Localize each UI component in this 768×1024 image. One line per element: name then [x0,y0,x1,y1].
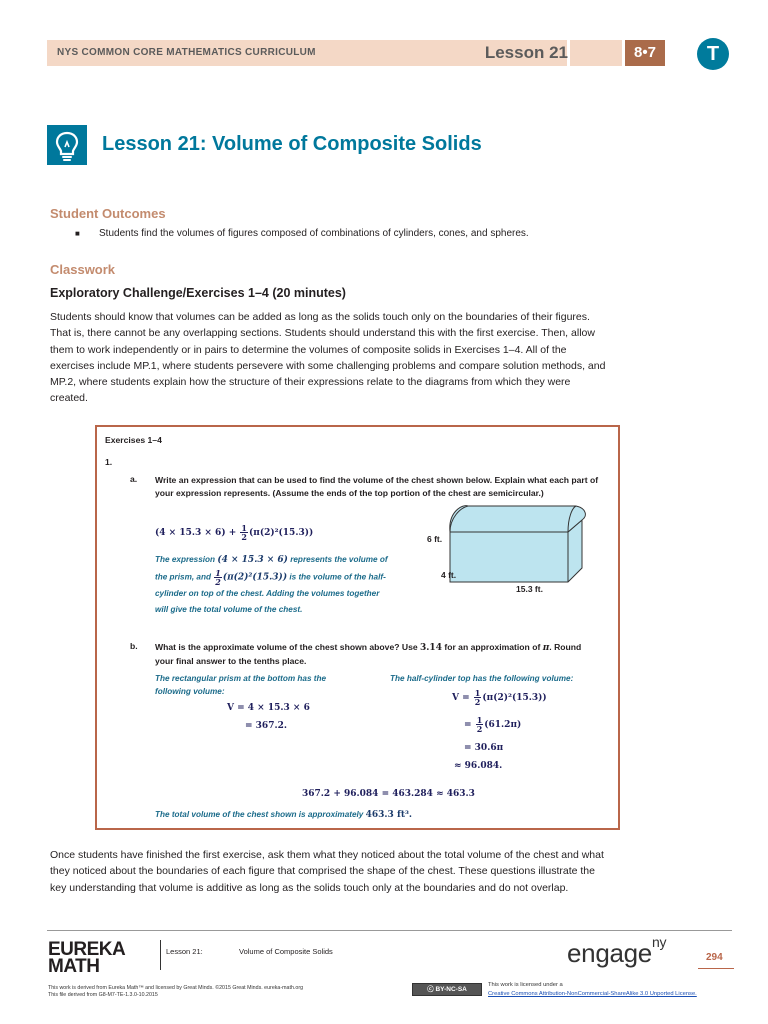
outcome-item [75,228,529,239]
logo-line: EUREKA [48,939,126,960]
paragraph-line: key understanding that volume is additive as long as the solids touch only at the boundaries and do not overlap. [50,881,569,894]
total-equation: 367.2 + 96.084 = 463.284 ≈ 463.3 [302,789,475,799]
exercise-subheading: Exploratory Challenge/Exercises 1–4 (20 minutes) [50,286,346,300]
prompt-math: 3.14 [420,643,442,653]
answer-line: will give the total volume of the chest. [155,605,303,615]
license-link[interactable]: Creative Commons Attribution-NonCommercial-ShareAlike 3.0 Unported License. [488,991,697,997]
page-number-underline [698,968,734,969]
frac-num: 1 [241,523,247,533]
header-bar [47,40,622,66]
frac-num: 1 [215,567,221,578]
eq-part: = [464,720,475,730]
dim-depth: 4 ft. [441,570,457,580]
fraction [240,524,248,541]
prompt-line: your expression represents. (Assume the ends of the top portion of the chest are semicircular.) [155,488,544,498]
prism-text [155,672,326,698]
header-lesson: Lesson 21 [484,43,568,62]
prompt-text: for an approximation of [441,642,543,652]
exercise-box [95,425,620,830]
logo-line: MATH [48,956,100,977]
answer-text: The expression [155,555,218,564]
fraction [476,716,484,733]
prism-eq-2: = 367.2. [245,721,287,731]
footer-lesson-title: Volume of Composite Solids [239,947,333,956]
cylinder-eq-2 [464,716,521,733]
answer-math: (π(2)²(15.3)) [222,572,288,583]
fraction [214,569,222,586]
eq-part: V = [452,693,473,703]
part-a-label: a. [130,474,138,484]
page-title: Lesson 21: Volume of Composite Solids [102,133,482,155]
chest-diagram [440,502,600,594]
engageny-logo [567,934,667,969]
frac-den: 2 [476,724,483,734]
curriculum-name: NYS COMMON CORE MATHEMATICS CURRICULUM [57,47,316,58]
footer-file: This file derived from G8-M7-TE-1.3.0-10.2015 [48,992,158,998]
answer-math: (4 × 15.3 × 6) [217,555,288,565]
prompt-text: . Round [549,642,582,652]
engage-sup: ny [651,934,667,950]
prompt-text: What is the approximate volume of the chest shown above? Use [155,642,421,652]
frac-num: 1 [476,715,483,725]
part-a-answer [155,552,415,619]
prompt-line: your final answer to the tenths place. [155,656,307,666]
answer-line: The rectangular prism at the bottom has the [155,674,327,683]
page-number: 294 [706,952,723,963]
part-a-prompt [155,474,598,500]
module-badge: 8•7 [625,40,665,66]
expr-part: (π(2)²(15.3)) [248,528,314,538]
expr-part: (4 × 15.3 × 6) + [155,528,240,538]
cylinder-eq-4: ≈ 96.084. [454,761,503,771]
paragraph-line: they noticed about the boundaries of each figure that comprised the shape of the chest. These questions illustrate the [50,865,595,878]
cc-license-badge [412,983,482,996]
answer-text: is the volume of the half- [287,572,386,582]
outcomes-heading: Student Outcomes [50,206,166,221]
frac-den: 2 [215,576,221,587]
answer-math: 463.3 ft³. [365,810,413,820]
eureka-math-logo [48,941,125,975]
exercise-number: 1. [105,457,113,467]
prism-eq-1: V = 4 × 15.3 × 6 [227,703,310,713]
paragraph-line: created. [50,392,88,405]
intro-paragraph [50,309,730,407]
outcome-text: Students find the volumes of figures composed of combinations of cylinders, cones, and spheres. [99,228,529,239]
dim-length: 15.3 ft. [516,584,543,594]
dim-height: 6 ft. [427,534,443,544]
prompt-line [155,641,581,655]
frac-den: 2 [474,697,481,707]
bullet-icon: ■ [75,229,80,238]
paragraph-line: That is, there cannot be any overlapping sections. Students should understand this with the first exercise. Then, allow [50,327,595,340]
cylinder-text: The half-cylinder top has the following volume: [390,674,574,683]
prompt-math: π [542,643,550,653]
license-text: This work is licensed under a [488,982,563,988]
answer-line [155,569,415,586]
fraction [474,689,482,706]
cc-text: BY-NC-SA [435,986,467,993]
closing-paragraph [50,847,730,896]
eq-part: (π(2)²(15.3)) [482,693,547,703]
footer-divider [47,930,732,931]
paragraph-line: MP.2, where students explain how the structure of their expressions relate to the diagrams from which they were [50,376,571,389]
paragraph-line: Students should know that volumes can be added as long as the solids touch only on the boundaries of their figures. [50,311,590,323]
paragraph-line: them to work independently or in pairs to determine the volumes of composite solids in Exercises 1–4. All of the [50,343,567,356]
answer-text: represents the volume of [287,555,388,564]
footer-lesson: Lesson 21: [166,947,203,956]
classwork-heading: Classwork [50,262,116,277]
lightbulb-icon [47,125,87,165]
prompt-line: Write an expression that can be used to find the volume of the chest shown below. Explain what each part of [155,475,599,485]
volume-expression [155,524,313,541]
cc-icon: ⓒ [427,986,436,993]
eq-part: (61.2π) [484,720,522,730]
cylinder-eq-1 [452,689,547,706]
answer-text: the prism, and [155,572,214,582]
frac-den: 2 [241,532,247,542]
footer-separator [160,940,161,970]
cylinder-eq-3: = 30.6π [464,743,504,753]
frac-num: 1 [474,688,481,698]
engage-text: engage [567,938,652,968]
exercise-heading: Exercises 1–4 [105,435,162,445]
total-text [155,807,412,824]
footer-credit: This work is derived from Eureka Math™ and licensed by Great Minds. ©2015 Great Minds. eureka-math.org [48,985,304,991]
teacher-badge: T [697,38,729,70]
answer-line [155,552,415,569]
part-b-label: b. [130,641,138,651]
answer-text: The total volume of the chest shown is approximately [155,810,366,819]
answer-line: following volume: [155,687,225,696]
answer-line: cylinder on top of the chest. Adding the volumes together [155,588,380,598]
paragraph-line: exercises include MP.1, where students persevere with some challenging problems and compare solution methods, and [50,359,606,372]
paragraph-line: Once students have finished the first exercise, ask them what they noticed about the total volume of the chest and what [50,849,604,861]
part-b-prompt [155,641,581,668]
